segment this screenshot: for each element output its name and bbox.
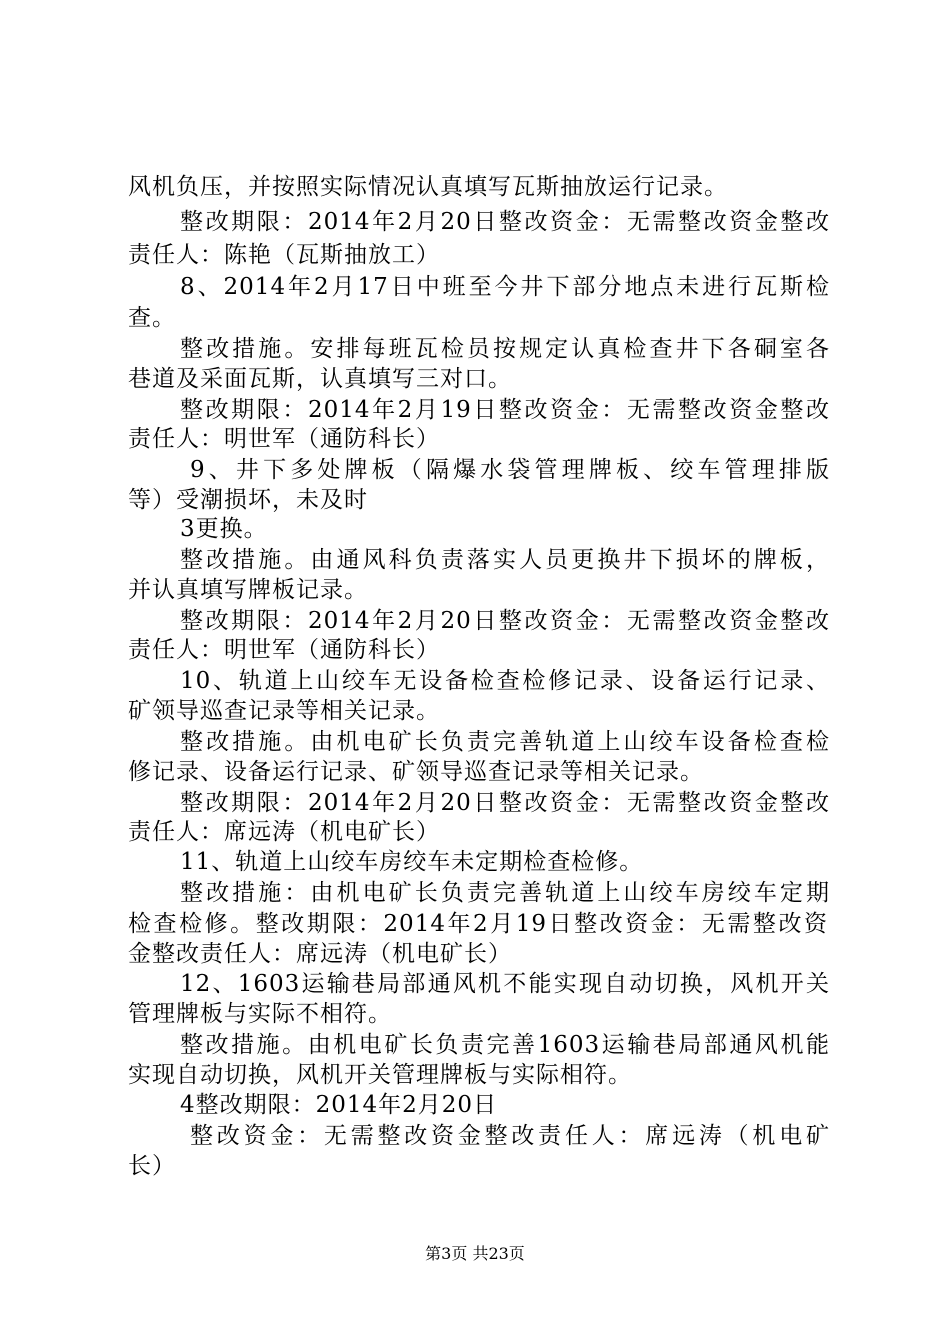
text-line: 整改措施：由机电矿长负责完善轨道上山绞车房绞车定期 xyxy=(180,880,830,906)
page-number-footer: 第3页 共23页 xyxy=(425,1244,525,1263)
text-line: 修记录、设备运行记录、矿领导巡查记录等相关记录。 xyxy=(128,759,704,785)
text-line: 11、轨道上山绞车房绞车未定期检查检修。 xyxy=(180,849,644,875)
text-line: 10、轨道上山绞车无设备检查检修记录、设备运行记录、 xyxy=(180,668,830,694)
text-line: 9、井下多处牌板（隔爆水袋管理牌板、绞车管理排版 xyxy=(190,457,830,483)
text-line: 风机负压，并按照实际情况认真填写瓦斯抽放运行记录。 xyxy=(128,174,728,200)
text-line: 12、1603运输巷局部通风机不能实现自动切换，风机开关 xyxy=(180,971,830,997)
text-line: 整改措施。由通风科负责落实人员更换井下损坏的牌板， xyxy=(180,547,830,573)
text-line: 长） xyxy=(128,1153,176,1179)
text-line: 3更换。 xyxy=(180,516,268,542)
text-line: 责任人：明世军（通防科长） xyxy=(128,637,440,663)
text-line: 检查检修。整改期限：2014年2月19日整改资金：无需整改资 xyxy=(128,911,828,937)
text-line: 整改措施。由机电矿长负责完善轨道上山绞车设备检查检 xyxy=(180,729,830,755)
text-line: 责任人：陈艳（瓦斯抽放工） xyxy=(128,242,440,268)
text-line: 责任人：席远涛（机电矿长） xyxy=(128,819,440,845)
text-line: 整改资金：无需整改资金整改责任人：席远涛（机电矿 xyxy=(190,1123,830,1149)
text-line: 整改期限：2014年2月19日整改资金：无需整改资金整改 xyxy=(180,397,830,423)
text-line: 管理牌板与实际不相符。 xyxy=(128,1001,392,1027)
text-line: 并认真填写牌板记录。 xyxy=(128,577,368,603)
text-line: 整改措施。安排每班瓦检员按规定认真检查井下各硐室各 xyxy=(180,336,830,362)
text-line: 责任人：明世军（通防科长） xyxy=(128,426,440,452)
text-line: 整改措施。由机电矿长负责完善1603运输巷局部通风机能 xyxy=(180,1032,830,1058)
text-line: 金整改责任人：席远涛（机电矿长） xyxy=(128,941,512,967)
text-line: 查。 xyxy=(128,305,176,331)
text-line: 4整改期限：2014年2月20日 xyxy=(180,1092,498,1118)
text-line: 整改期限：2014年2月20日整改资金：无需整改资金整改 xyxy=(180,608,830,634)
text-line: 巷道及采面瓦斯，认真填写三对口。 xyxy=(128,366,512,392)
text-line: 整改期限：2014年2月20日整改资金：无需整改资金整改 xyxy=(180,790,830,816)
text-line: 矿领导巡查记录等相关记录。 xyxy=(128,698,440,724)
text-line: 等）受潮损坏，未及时 xyxy=(128,487,368,513)
text-line: 整改期限：2014年2月20日整改资金：无需整改资金整改 xyxy=(180,209,830,235)
text-line: 实现自动切换，风机开关管理牌板与实际相符。 xyxy=(128,1062,632,1088)
text-line: 8、2014年2月17日中班至今井下部分地点未进行瓦斯检 xyxy=(180,274,830,300)
